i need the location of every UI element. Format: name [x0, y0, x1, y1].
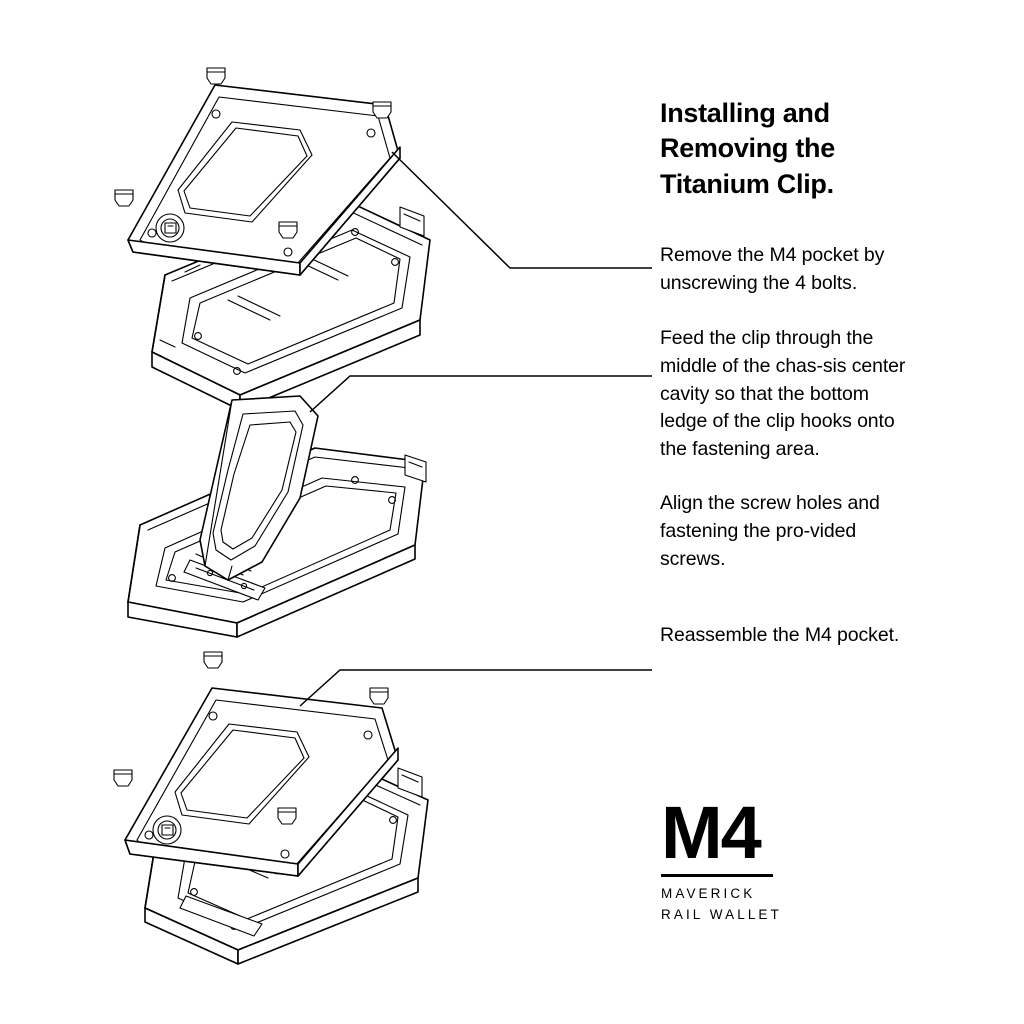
instruction-step-1: Remove the M4 pocket by unscrewing the 4 bolts.	[660, 244, 885, 294]
brand-subtitle-line-1: MAVERICK	[661, 886, 756, 902]
instruction-text-column	[660, 96, 910, 677]
leader-line-step-4	[300, 670, 652, 706]
instruction-step-2: Feed the clip through the middle of the chas-sis center cavity so that the bottom ledge of the clip hooks onto the fastening area.	[660, 326, 906, 461]
figure-exploded-top	[115, 68, 652, 410]
brand-subtitle-line-2: RAIL WALLET	[661, 906, 782, 922]
figure-clip-feed	[128, 376, 652, 637]
brand-divider	[661, 874, 773, 877]
instruction-step-3: Align the screw holes and fastening the pro-vided screws.	[660, 492, 880, 570]
page-title: Installing and Removing the Titanium Clip.	[660, 98, 835, 199]
leader-line-step-2	[310, 376, 652, 412]
brand-logo	[661, 791, 901, 925]
leader-line-step-1	[392, 152, 652, 268]
instruction-step-4: Reassemble the M4 pocket.	[660, 623, 900, 646]
figure-reassemble	[114, 652, 652, 964]
brand-mark: M4	[661, 791, 760, 874]
